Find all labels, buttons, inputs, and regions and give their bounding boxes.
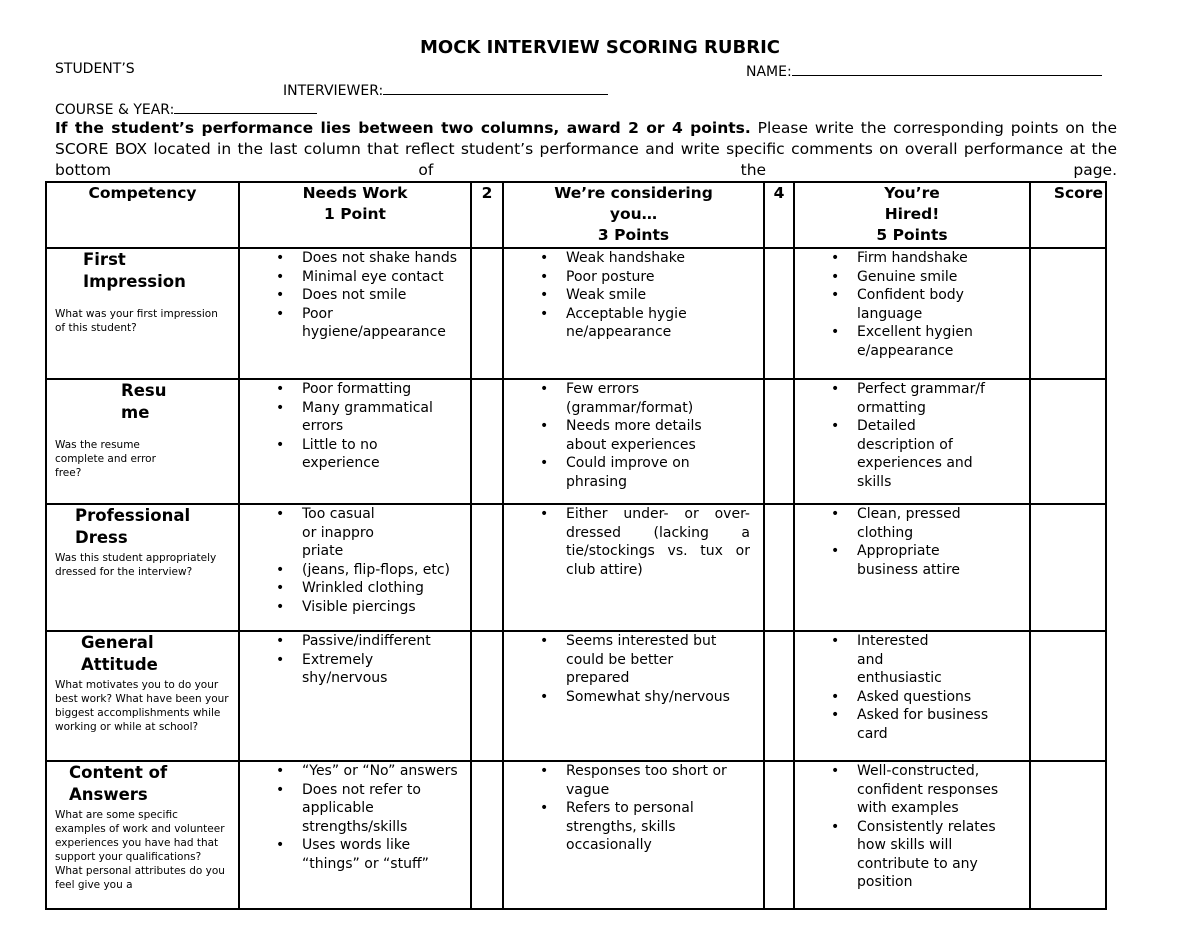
list-item: • Visible piercings xyxy=(302,598,470,617)
table-row xyxy=(46,379,1106,504)
competency-title: First Impression xyxy=(83,250,186,291)
rubric-title: MOCK INTERVIEW SCORING RUBRIC xyxy=(420,37,780,58)
considering-cell xyxy=(503,248,764,379)
hired-cell xyxy=(794,761,1030,909)
competency-question: What was your first impression of this student? xyxy=(55,308,218,334)
list-item: • Appropriate business attire xyxy=(857,542,982,579)
table-row xyxy=(46,248,1106,379)
list-item: • Too casual or inappropriate xyxy=(302,505,380,561)
needs-work-cell xyxy=(239,761,471,909)
list-item: • Acceptable hygiene/appearance xyxy=(566,305,694,342)
instructions-text: Please write the corresponding points on the SCORE BOX located in the last column that reflect student’s performance and write specific comments on overall performance at the bottom of the page. xyxy=(55,119,1117,179)
table-row xyxy=(46,761,1106,909)
hired-cell xyxy=(794,379,1030,504)
score-2-cell[interactable] xyxy=(471,248,503,379)
needs-work-cell xyxy=(239,631,471,761)
competency-question: What are some specific examples of work and volunteer experiences you have had that support your qualifications? What personal attributes do you feel give you a xyxy=(55,809,225,891)
list-item: • Poor formatting xyxy=(302,380,470,399)
score-4-cell[interactable] xyxy=(764,631,794,761)
list-item: • Does not smile xyxy=(302,286,470,305)
list-item: • Either under- or over-dressed (lacking a tie/stockings vs. tux or club attire) xyxy=(566,505,750,579)
competency-cell xyxy=(46,504,239,631)
competency-cell xyxy=(46,248,239,379)
name-label: NAME: xyxy=(746,64,792,80)
interviewer-field xyxy=(283,80,608,99)
instructions-bold: If the student’s performance lies between two columns, award 2 or 4 points. xyxy=(55,119,751,137)
list-item: • Weak handshake xyxy=(566,249,763,268)
rubric-table xyxy=(45,181,1107,910)
course-label: COURSE & YEAR: xyxy=(55,102,175,118)
col-four: 4 xyxy=(764,182,794,248)
table-row xyxy=(46,631,1106,761)
list-item: • Refers to personal strengths, skills occasionally xyxy=(566,799,716,855)
course-field xyxy=(55,99,317,118)
list-item: • Does not refer to applicable strengths/skills xyxy=(302,781,442,837)
competency-title: Professional Dress xyxy=(75,506,191,547)
list-item: • Well-constructed, confident responses with examples xyxy=(857,762,1022,818)
col-needs-work: Needs Work 1 Point xyxy=(239,182,471,248)
competency-cell xyxy=(46,631,239,761)
list-item: • Perfect grammar/formatting xyxy=(857,380,985,417)
list-item: • Clean, pressed clothing xyxy=(857,505,982,542)
list-item: • Few errors (grammar/format) xyxy=(566,380,716,417)
list-item: • Poor posture xyxy=(566,268,763,287)
score-box[interactable] xyxy=(1030,504,1106,631)
col-two: 2 xyxy=(471,182,503,248)
hired-cell xyxy=(794,631,1030,761)
students-label: STUDENT’S xyxy=(55,61,135,77)
list-item: • Confident body language xyxy=(857,286,982,323)
list-item: • Genuine smile xyxy=(857,268,1029,287)
competency-title: Resume xyxy=(121,381,167,422)
considering-cell xyxy=(503,379,764,504)
col-considering: We’re considering you… 3 Points xyxy=(503,182,764,248)
hired-cell xyxy=(794,504,1030,631)
score-2-cell[interactable] xyxy=(471,379,503,504)
competency-question: What motivates you to do your best work? What have been your biggest accomplishments while working or while at school? xyxy=(55,679,229,733)
score-2-cell[interactable] xyxy=(471,504,503,631)
list-item: • Asked for business card xyxy=(857,706,1007,743)
list-item: • Detailed description of experiences and skills xyxy=(857,417,987,491)
list-item: • Could improve on phrasing xyxy=(566,454,711,491)
list-item: • Passive/indifferent xyxy=(302,632,470,651)
list-item: • (jeans, flip-flops, etc) xyxy=(302,561,470,580)
score-box[interactable] xyxy=(1030,379,1106,504)
course-blank[interactable] xyxy=(174,99,317,114)
list-item: • Firm handshake xyxy=(857,249,1029,268)
list-item: • Uses words like “things” or “stuff” xyxy=(302,836,432,873)
list-item: • Poor hygiene/appearance xyxy=(302,305,442,342)
competency-title: Content of Answers xyxy=(69,763,168,804)
list-item: • Wrinkled clothing xyxy=(302,579,470,598)
list-item: • Seems interested but could be better prepared xyxy=(566,632,736,688)
name-field xyxy=(746,61,1102,80)
considering-cell xyxy=(503,631,764,761)
list-item: • Many grammatical errors xyxy=(302,399,452,436)
score-box[interactable] xyxy=(1030,631,1106,761)
competency-cell xyxy=(46,761,239,909)
instructions xyxy=(55,118,1117,181)
list-item: • Little to no experience xyxy=(302,436,422,473)
table-row xyxy=(46,504,1106,631)
competency-cell xyxy=(46,379,239,504)
col-score: Score xyxy=(1030,182,1106,248)
score-box[interactable] xyxy=(1030,761,1106,909)
considering-cell xyxy=(503,761,764,909)
competency-question: Was this student appropriately dressed for the interview? xyxy=(55,552,217,578)
list-item: • “Yes” or “No” answers xyxy=(302,762,470,781)
header-row xyxy=(46,182,1106,248)
list-item: • Does not shake hands xyxy=(302,249,470,268)
list-item: • Needs more details about experiences xyxy=(566,417,721,454)
list-item: • Interested and enthusiastic xyxy=(857,632,952,688)
interviewer-label: INTERVIEWER: xyxy=(283,83,384,99)
needs-work-cell xyxy=(239,248,471,379)
hired-cell xyxy=(794,248,1030,379)
list-item: • Consistently relates how skills will contribute to any position xyxy=(857,818,1017,892)
score-2-cell[interactable] xyxy=(471,631,503,761)
col-competency: Competency xyxy=(46,182,239,248)
score-box[interactable] xyxy=(1030,248,1106,379)
competency-title: General Attitude xyxy=(81,633,158,674)
competency-question: Was the resume complete and error free? xyxy=(55,439,156,479)
list-item: • Responses too short or vague xyxy=(566,762,746,799)
list-item: • Weak smile xyxy=(566,286,763,305)
score-2-cell[interactable] xyxy=(471,761,503,909)
needs-work-cell xyxy=(239,379,471,504)
list-item: • Excellent hygiene/appearance xyxy=(857,323,985,360)
score-4-cell[interactable] xyxy=(764,248,794,379)
name-blank[interactable] xyxy=(792,61,1102,76)
list-item: • Asked questions xyxy=(857,688,1029,707)
list-item: • Minimal eye contact xyxy=(302,268,470,287)
score-4-cell[interactable] xyxy=(764,504,794,631)
considering-cell xyxy=(503,504,764,631)
score-4-cell[interactable] xyxy=(764,761,794,909)
list-item: • Extremely shy/nervous xyxy=(302,651,402,688)
col-hired: You’re Hired! 5 Points xyxy=(794,182,1030,248)
list-item: • Somewhat shy/nervous xyxy=(566,688,763,707)
score-4-cell[interactable] xyxy=(764,379,794,504)
needs-work-cell xyxy=(239,504,471,631)
interviewer-blank[interactable] xyxy=(383,80,608,95)
